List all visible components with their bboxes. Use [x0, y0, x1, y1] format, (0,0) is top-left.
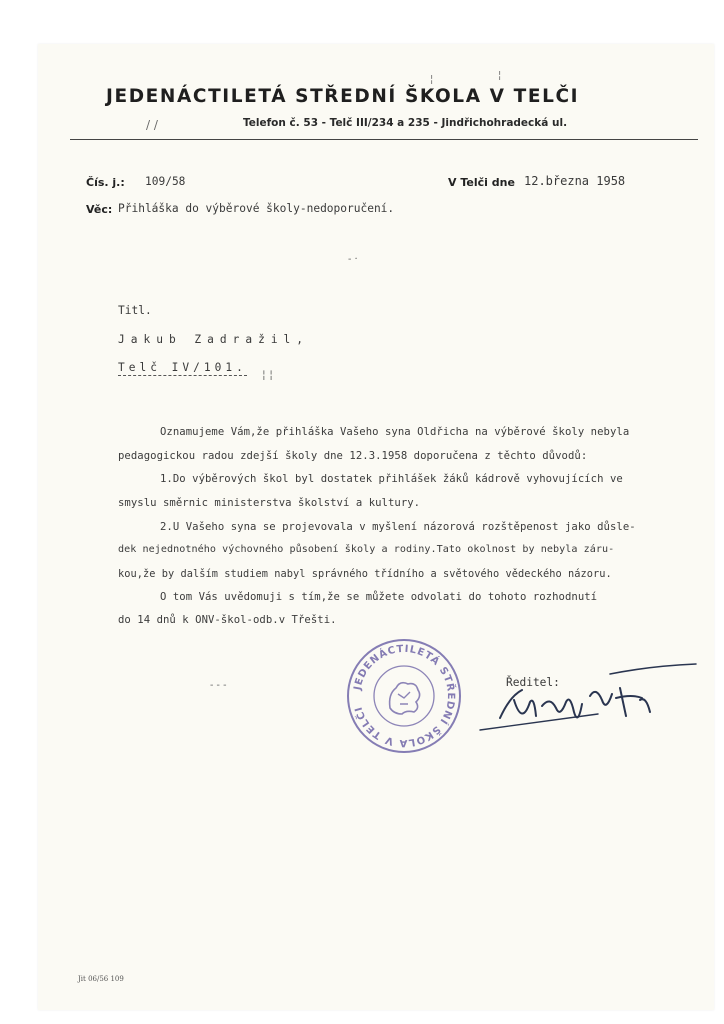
reference-label: Čís. j.:	[86, 176, 125, 189]
letter-date: 12.března 1958	[524, 174, 626, 188]
subject-text: Přihláška do výběrové školy-nedoporučení.	[118, 202, 395, 215]
svg-text:JEDENÁCTILETÁ STŘEDNÍ ŠKOLA V: JEDENÁCTILETÁ STŘEDNÍ ŠKOLA V TELČI	[352, 643, 457, 749]
pencil-mark: - - -	[210, 680, 227, 691]
pencil-mark: - ·	[348, 254, 358, 265]
print-code: Jit 06/56 109	[78, 975, 124, 983]
director-label: Ředitel:	[506, 676, 560, 689]
addressee-salutation: Titl.	[118, 304, 152, 317]
director-signature	[470, 656, 700, 736]
body-line: kou,že by dalším studiem nabyl správného třídního a světového vědeckého názoru.	[118, 568, 612, 580]
body-line: 2.U Vašeho syna se projevovala v myšlení názorová rozštěpenost jako důsle-	[160, 521, 636, 533]
subject-label: Věc:	[86, 203, 113, 216]
pencil-mark: ¦	[430, 74, 434, 85]
contact-line: Telefon č. 53 - Telč III/234 a 235 - Jindřichohradecká ul.	[243, 117, 568, 129]
pencil-mark: ¦ ¦	[262, 368, 273, 381]
pencil-mark: ¦	[498, 70, 502, 81]
pencil-mark: / /	[146, 118, 158, 132]
reference-number: 109/58	[145, 175, 186, 188]
body-line: smyslu směrnic ministerstva školství a kultury.	[118, 497, 421, 509]
body-line: O tom Vás uvědomuji s tím,že se můžete odvolati do tohoto rozhodnutí	[160, 591, 598, 603]
body-line: Oznamujeme Vám,že přihláška Vašeho syna Oldřicha na výběrové školy nebyla	[160, 426, 630, 438]
official-stamp	[342, 634, 466, 758]
letterhead-divider	[70, 139, 698, 140]
body-line: pedagogickou radou zdejší školy dne 12.3.1958 doporučena z těchto důvodů:	[118, 450, 588, 462]
body-line: 1.Do výběrových škol byl dostatek přihlášek žáků kádrově vyhovujících ve	[160, 473, 623, 485]
addressee-name: Jakub Zadražil,	[118, 333, 310, 346]
body-line: do 14 dnů k ONV-škol-odb.v Třešti.	[118, 614, 337, 626]
addressee-address: Telč IV/101.	[118, 361, 247, 374]
school-name-heading: JEDENÁCTILETÁ STŘEDNÍ ŠKOLA V TELČI	[106, 86, 580, 107]
body-line: dek nejednotného výchovného působení školy a rodiny.Tato okolnost by nebyla záru-	[118, 544, 615, 555]
place-label: V Telči dne	[448, 176, 515, 189]
